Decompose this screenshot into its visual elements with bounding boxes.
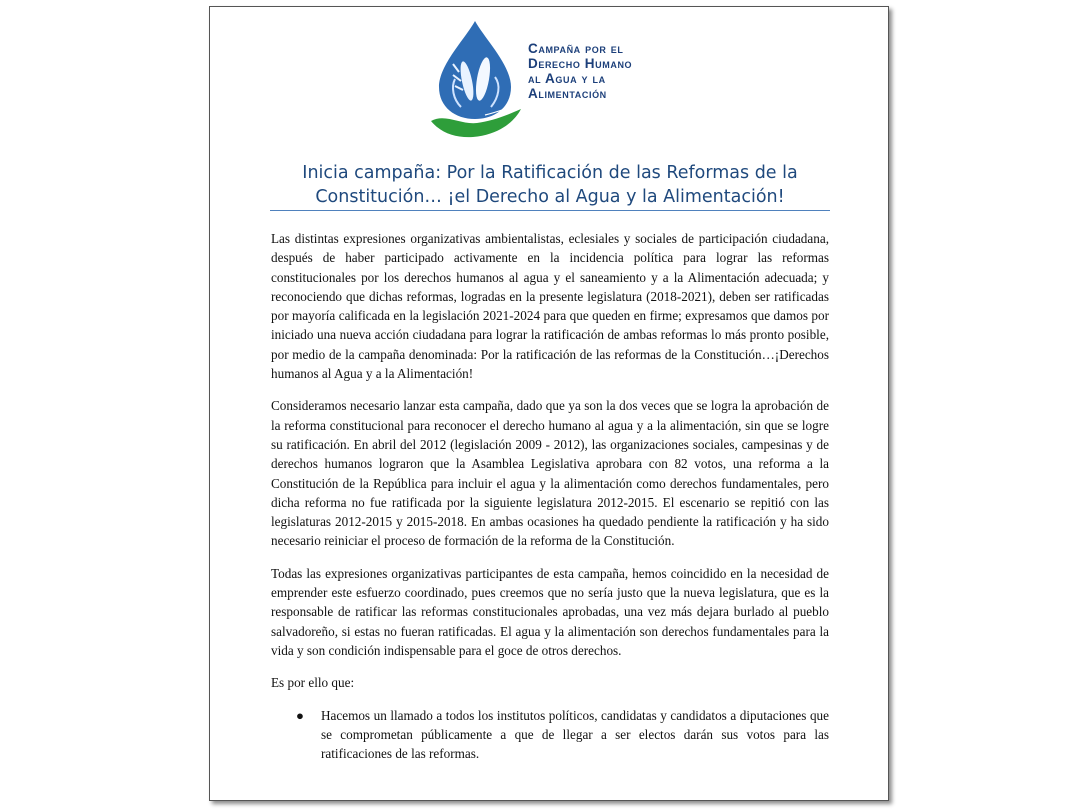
paragraph-2: Consideramos necesario lanzar esta campaña, dado que ya son la dos veces que se logra la aprobación de la reforma constitucional para reconocer el derecho humano al agua y a la alimentación, sin que se logre su ratificación. En abril del 2012 (legislación 2009 - 2012), las organizaciones sociales, campesinas y de derechos humanos lograron que la Asamblea Legislativa aprobara con 82 votos, una reforma a la Constitución de la República para incluir el agua y la alimentación como derechos fundamentales, pero dicha reforma no fue ratificada por la siguiente legislatura 2012-2015. El escenario se repitió con las legislaturas 2012-2015 y 2015-2018. En ambas ocasiones ha quedado pendiente la ratificación y ha sido necesario reiniciar el proceso de formación de la reforma de la Constitución. [271, 398, 829, 549]
document-page [209, 6, 889, 801]
document-title [270, 161, 830, 209]
bullet-list [271, 706, 829, 764]
title-line-2: Constitución… ¡el Derecho al Agua y la Alimentación! [315, 187, 785, 207]
bullet-icon: ● [296, 707, 304, 723]
bullet-text: Hacemos un llamado a todos los institutos políticos, candidatas y candidatos a diputaciones que se comprometan públicamente a que de llegar a ser electos darán sus votos para las ratificaciones de las reformas. [321, 707, 829, 762]
org-name-line-4: Alimentación [528, 86, 607, 101]
organization-name [528, 41, 698, 101]
paragraph-4: Es por ello que: [271, 675, 355, 691]
water-drop-shape [439, 21, 511, 119]
paragraph-3: Todas las expresiones organizativas participantes de esta campaña, hemos coincidido en la necesidad de emprender este esfuerzo coordinado, pues creemos que no sería justo que la nueva legislatura, que es la responsable de ratificar las reformas constitucionales aprobadas, una vez más dejara burlado al pueblo salvadoreño, si estas no fueran ratificadas. El agua y la alimentación son derechos fundamentales para la vida y son condición indispensable para el goce de otros derechos. [271, 565, 829, 658]
title-underline [270, 210, 830, 211]
document-body [271, 229, 829, 763]
paragraph-1: Las distintas expresiones organizativas ambientalistas, eclesiales y sociales de participación ciudadana, después de haber participado activamente en la incidencia política para lograr las reformas constitucionales por los derechos humanos al agua y el saneamiento y a la Alimentación adecuada; y reconociendo que dichas reformas, logradas en la presente legislatura (2018-2021), deben ser ratificadas por mayoría calificada en la legislación 2021-2024 para que queden en firme; expresamos que damos por iniciado una nueva acción ciudadana para lograr la ratificación de ambas reformas lo más pronto posible, por medio de la campaña denominada: Por la ratificación de las reformas de la Constitución…¡Derechos humanos al Agua y a la Alimentación! [271, 231, 829, 382]
title-line-1: Inicia campaña: Por la Ratificación de las Reformas de la [302, 163, 798, 183]
org-name-line-3: al Agua y la [528, 71, 606, 86]
org-name-line-2: Derecho Humano [528, 56, 633, 71]
org-name-line-1: Campaña por el [528, 41, 624, 56]
list-item [271, 706, 829, 764]
water-drop-logo [425, 17, 525, 139]
